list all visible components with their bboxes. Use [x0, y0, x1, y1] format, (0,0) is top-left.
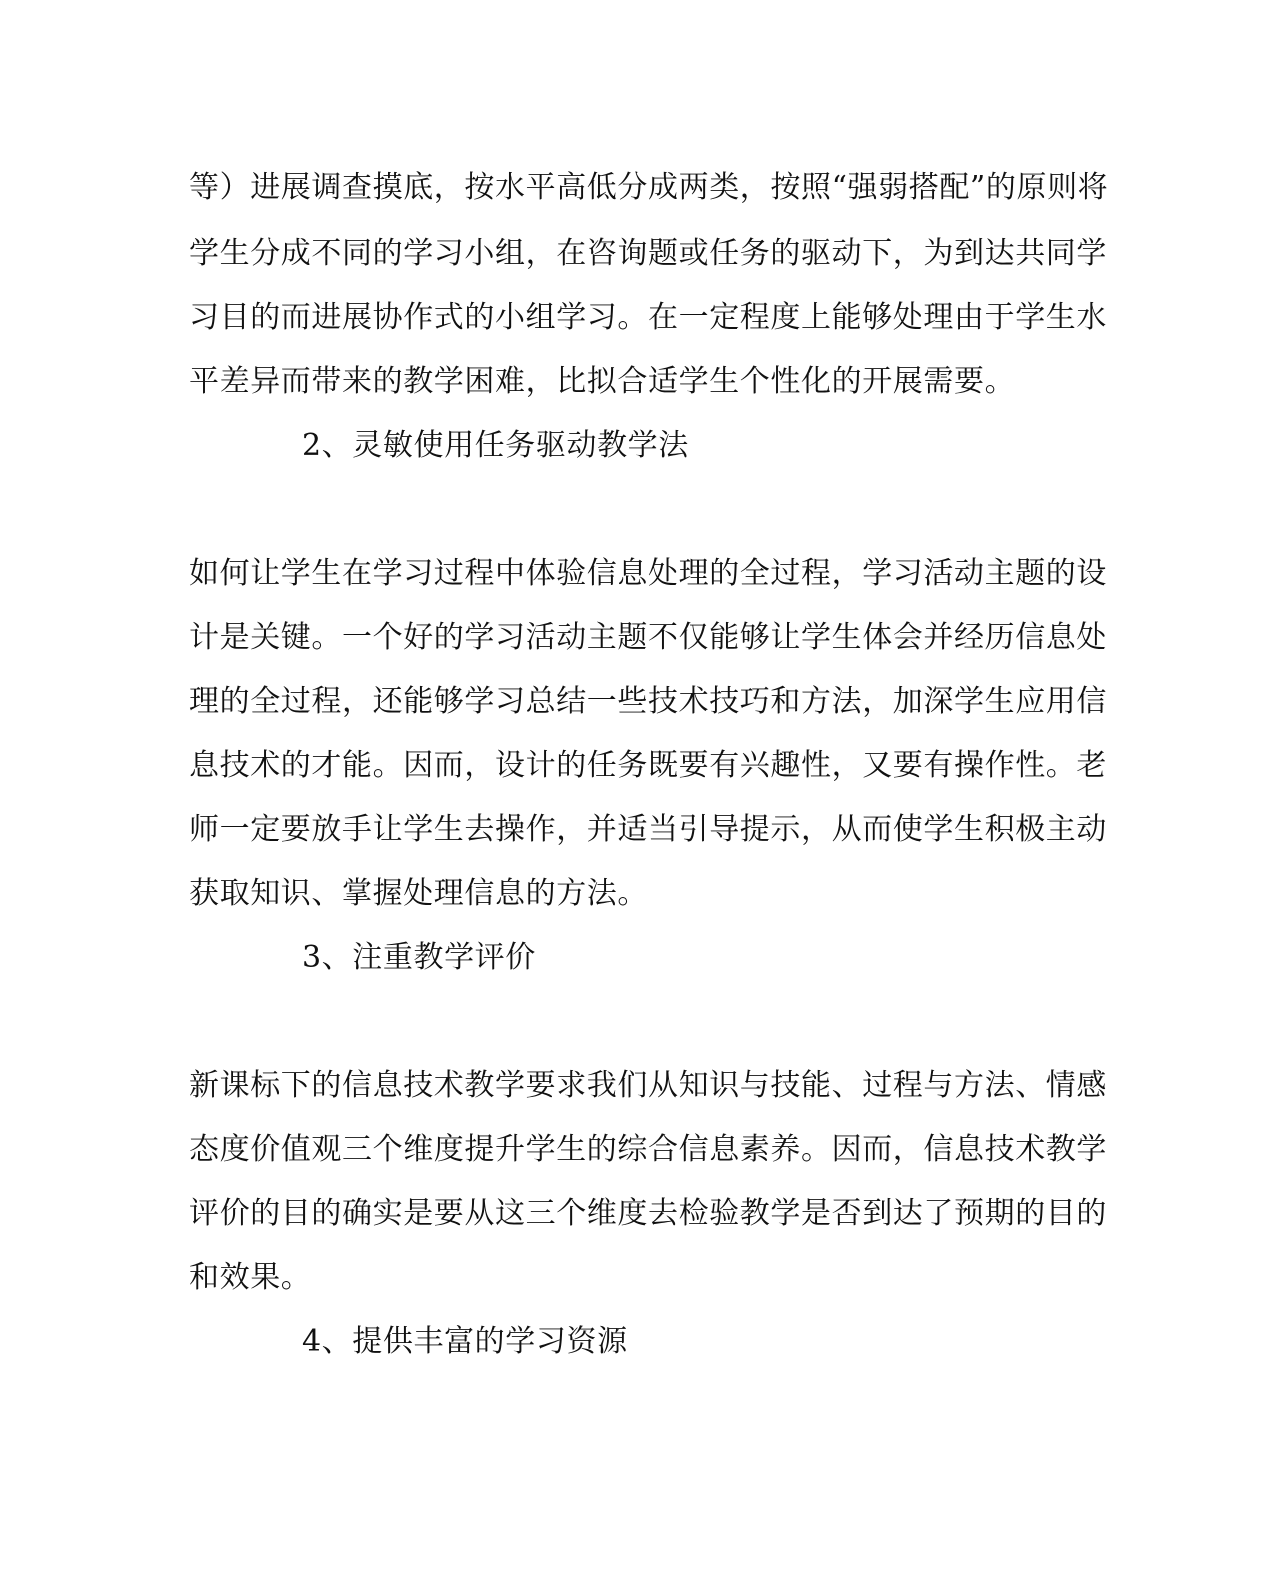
text-line: 态度价值观三个维度提升学生的综合信息素养。因而，信息技术教学 [189, 1132, 1107, 1167]
text-line: 评价的目的确实是要从这三个维度去检验教学是否到达了预期的目的 [189, 1196, 1107, 1231]
text-line: 如何让学生在学习过程中体验信息处理的全过程，学习活动主题的设 [189, 556, 1107, 591]
text-line: 获取知识、掌握处理信息的方法。 [189, 876, 648, 911]
text-line: 师一定要放手让学生去操作，并适当引导提示，从而使学生积极主动 [189, 812, 1107, 847]
text-line: 习目的而进展协作式的小组学习。在一定程度上能够处理由于学生水 [189, 300, 1107, 335]
text-line: 理的全过程，还能够学习总结一些技术技巧和方法，加深学生应用信 [189, 684, 1107, 719]
section-heading-4: 4、提供丰富的学习资源 [302, 1324, 628, 1359]
text-line: 和效果。 [189, 1260, 312, 1295]
section-heading-2: 2、灵敏使用任务驱动教学法 [302, 428, 689, 463]
text-line: 计是关键。一个好的学习活动主题不仅能够让学生体会并经历信息处 [189, 620, 1107, 655]
section-heading-3: 3、注重教学评价 [302, 940, 536, 975]
text-line: 息技术的才能。因而，设计的任务既要有兴趣性，又要有操作性。老 [189, 748, 1107, 783]
text-line: 新课标下的信息技术教学要求我们从知识与技能、过程与方法、情感 [189, 1068, 1107, 1103]
text-line: 学生分成不同的学习小组，在咨询题或任务的驱动下，为到达共同学 [189, 236, 1107, 271]
text-line: 平差异而带来的教学困难，比拟合适学生个性化的开展需要。 [189, 364, 1016, 399]
text-line: 等）进展调查摸底，按水平高低分成两类，按照“强弱搭配”的原则将 [189, 170, 1109, 205]
